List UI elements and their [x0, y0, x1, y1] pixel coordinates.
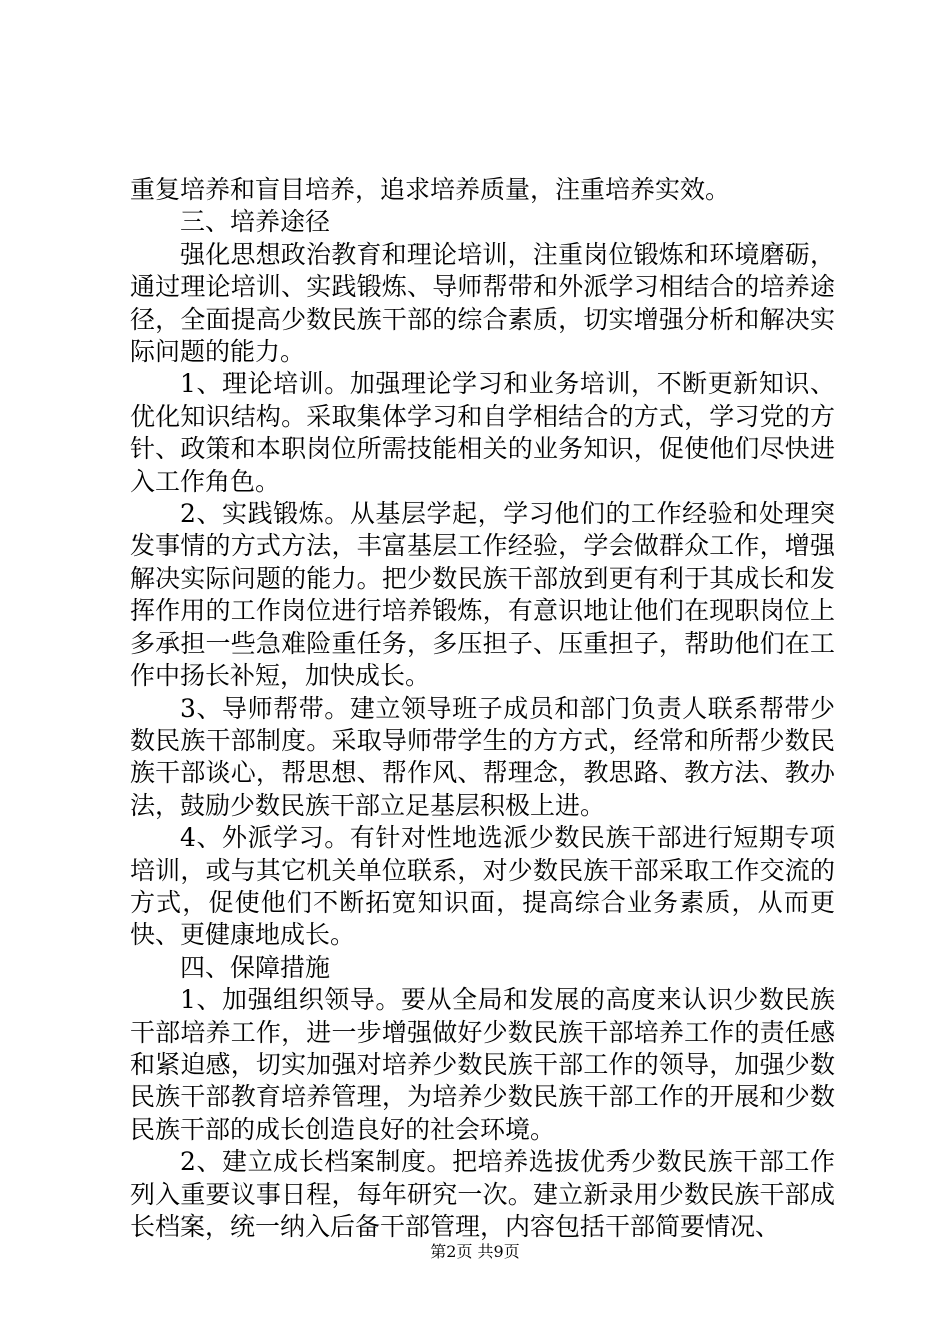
paragraph-continued: 重复培养和盲目培养，追求培养质量，注重培养实效。	[130, 175, 731, 204]
paragraph-mentoring: 3、导师帮带。建立领导班子成员和部门负责人联系帮带少数民族干部制度。采取导师带学生的方方式，经常和所帮少数民族干部谈心，帮思想、帮作风、帮理念，教思路、教方法、教办法，鼓励少数民族干部立足基层积极上进。	[130, 693, 835, 820]
page-number-footer: 第2页 共9页	[430, 1242, 520, 1261]
paragraph-archive-system: 2、建立成长档案制度。把培养选拔优秀少数民族干部工作列入重要议事日程，每年研究一次。建立新录用少数民族干部成长档案，统一纳入后备干部管理，内容包括干部简要情况、	[130, 1147, 835, 1241]
section-heading-four: 四、保障措施	[180, 952, 331, 982]
paragraph-external-study: 4、外派学习。有针对性地选派少数民族干部进行短期专项培训，或与其它机关单位联系，对少数民族干部采取工作交流的方式，促使他们不断拓宽知识面，提高综合业务素质，从而更快、更健康地成长。	[130, 823, 835, 950]
section-heading-three: 三、培养途径	[180, 207, 331, 237]
paragraph-leadership: 1、加强组织领导。要从全局和发展的高度来认识少数民族干部培养工作，进一步增强做好少数民族干部培养工作的责任感和紧迫感，切实加强对培养少数民族干部工作的领导，加强少数民族干部教育培养管理，为培养少数民族干部工作的开展和少数民族干部的成长创造良好的社会环境。	[130, 985, 835, 1144]
paragraph-theory-training: 1、理论培训。加强理论学习和业务培训，不断更新知识、优化知识结构。采取集体学习和自学相结合的方式，学习党的方针、政策和本职岗位所需技能相关的业务知识，促使他们尽快进入工作角色。	[130, 369, 835, 496]
paragraph-intro: 强化思想政治教育和理论培训，注重岗位锻炼和环境磨砺，通过理论培训、实践锻炼、导师帮带和外派学习相结合的培养途径，全面提高少数民族干部的综合素质，切实增强分析和解决实际问题的能力。	[130, 239, 835, 367]
document-body	[130, 174, 835, 1243]
paragraph-practice: 2、实践锻炼。从基层学起，学习他们的工作经验和处理突发事情的方式方法，丰富基层工作经验，学会做群众工作，增强解决实际问题的能力。把少数民族干部放到更有利于其成长和发挥作用的工作岗位进行培养锻炼，有意识地让他们在现职岗位上多承担一些急难险重任务，多压担子、压重担子，帮助他们在工作中扬长补短，加快成长。	[130, 499, 835, 691]
